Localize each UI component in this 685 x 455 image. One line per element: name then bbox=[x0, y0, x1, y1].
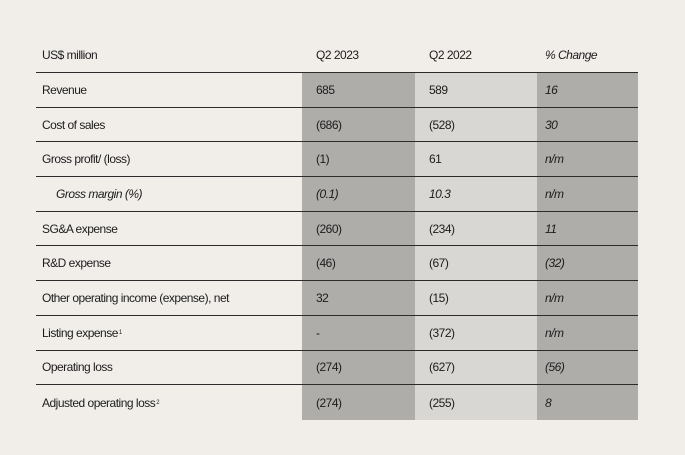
table-row bbox=[36, 212, 638, 247]
cell-q2-2023: (0.1) bbox=[302, 177, 415, 211]
table-header-row bbox=[36, 37, 638, 73]
cell-percent-change: n/m bbox=[537, 281, 638, 315]
cell-q2-2022: 10.3 bbox=[415, 177, 537, 211]
cell-q2-2023: (274) bbox=[302, 385, 415, 420]
table-row bbox=[36, 108, 638, 143]
cell-percent-change: 11 bbox=[537, 212, 638, 246]
cell-percent-change: n/m bbox=[537, 177, 638, 211]
table-row bbox=[36, 385, 638, 420]
cell-percent-change: 30 bbox=[537, 108, 638, 142]
table-row bbox=[36, 351, 638, 386]
cell-q2-2022: (255) bbox=[415, 385, 537, 420]
header-q2-2022: Q2 2022 bbox=[429, 47, 472, 62]
cell-q2-2022: (627) bbox=[415, 351, 537, 385]
cell-percent-change: n/m bbox=[537, 316, 638, 350]
cell-percent-change: n/m bbox=[537, 142, 638, 176]
row-label: Listing expense 1 bbox=[42, 325, 122, 340]
financial-table bbox=[36, 37, 638, 420]
cell-q2-2023: 32 bbox=[302, 281, 415, 315]
table-row bbox=[36, 177, 638, 212]
row-label: Other operating income (expense), net bbox=[42, 290, 229, 305]
cell-q2-2022: (15) bbox=[415, 281, 537, 315]
cell-q2-2022: (528) bbox=[415, 108, 537, 142]
cell-q2-2023: - bbox=[302, 316, 415, 350]
table-row bbox=[36, 73, 638, 108]
table-row bbox=[36, 142, 638, 177]
cell-q2-2023: (1) bbox=[302, 142, 415, 176]
cell-q2-2023: (46) bbox=[302, 246, 415, 280]
header-percent-change: % Change bbox=[545, 47, 598, 62]
header-q2-2023: Q2 2023 bbox=[316, 47, 359, 62]
cell-percent-change: (32) bbox=[537, 246, 638, 280]
cell-q2-2023: (274) bbox=[302, 351, 415, 385]
cell-q2-2022: 589 bbox=[415, 73, 537, 107]
row-label: Revenue bbox=[42, 82, 87, 97]
table-row bbox=[36, 281, 638, 316]
row-label: Gross profit/ (loss) bbox=[42, 152, 131, 167]
row-label: Operating loss bbox=[42, 360, 113, 375]
row-label: Adjusted operating loss 2 bbox=[42, 395, 160, 410]
cell-q2-2022: (67) bbox=[415, 246, 537, 280]
cell-percent-change: 16 bbox=[537, 73, 638, 107]
cell-q2-2022: (234) bbox=[415, 212, 537, 246]
row-label: SG&A expense bbox=[42, 221, 118, 236]
header-label: US$ million bbox=[42, 47, 98, 62]
cell-q2-2023: (260) bbox=[302, 212, 415, 246]
cell-q2-2023: (686) bbox=[302, 108, 415, 142]
cell-percent-change: 8 bbox=[537, 385, 638, 420]
row-label: R&D expense bbox=[42, 256, 111, 271]
table-row bbox=[36, 316, 638, 351]
cell-q2-2022: (372) bbox=[415, 316, 537, 350]
cell-q2-2023: 685 bbox=[302, 73, 415, 107]
cell-percent-change: (56) bbox=[537, 351, 638, 385]
cell-q2-2022: 61 bbox=[415, 142, 537, 176]
row-label: Gross margin (%) bbox=[56, 186, 143, 201]
row-label: Cost of sales bbox=[42, 117, 105, 132]
table-row bbox=[36, 246, 638, 281]
